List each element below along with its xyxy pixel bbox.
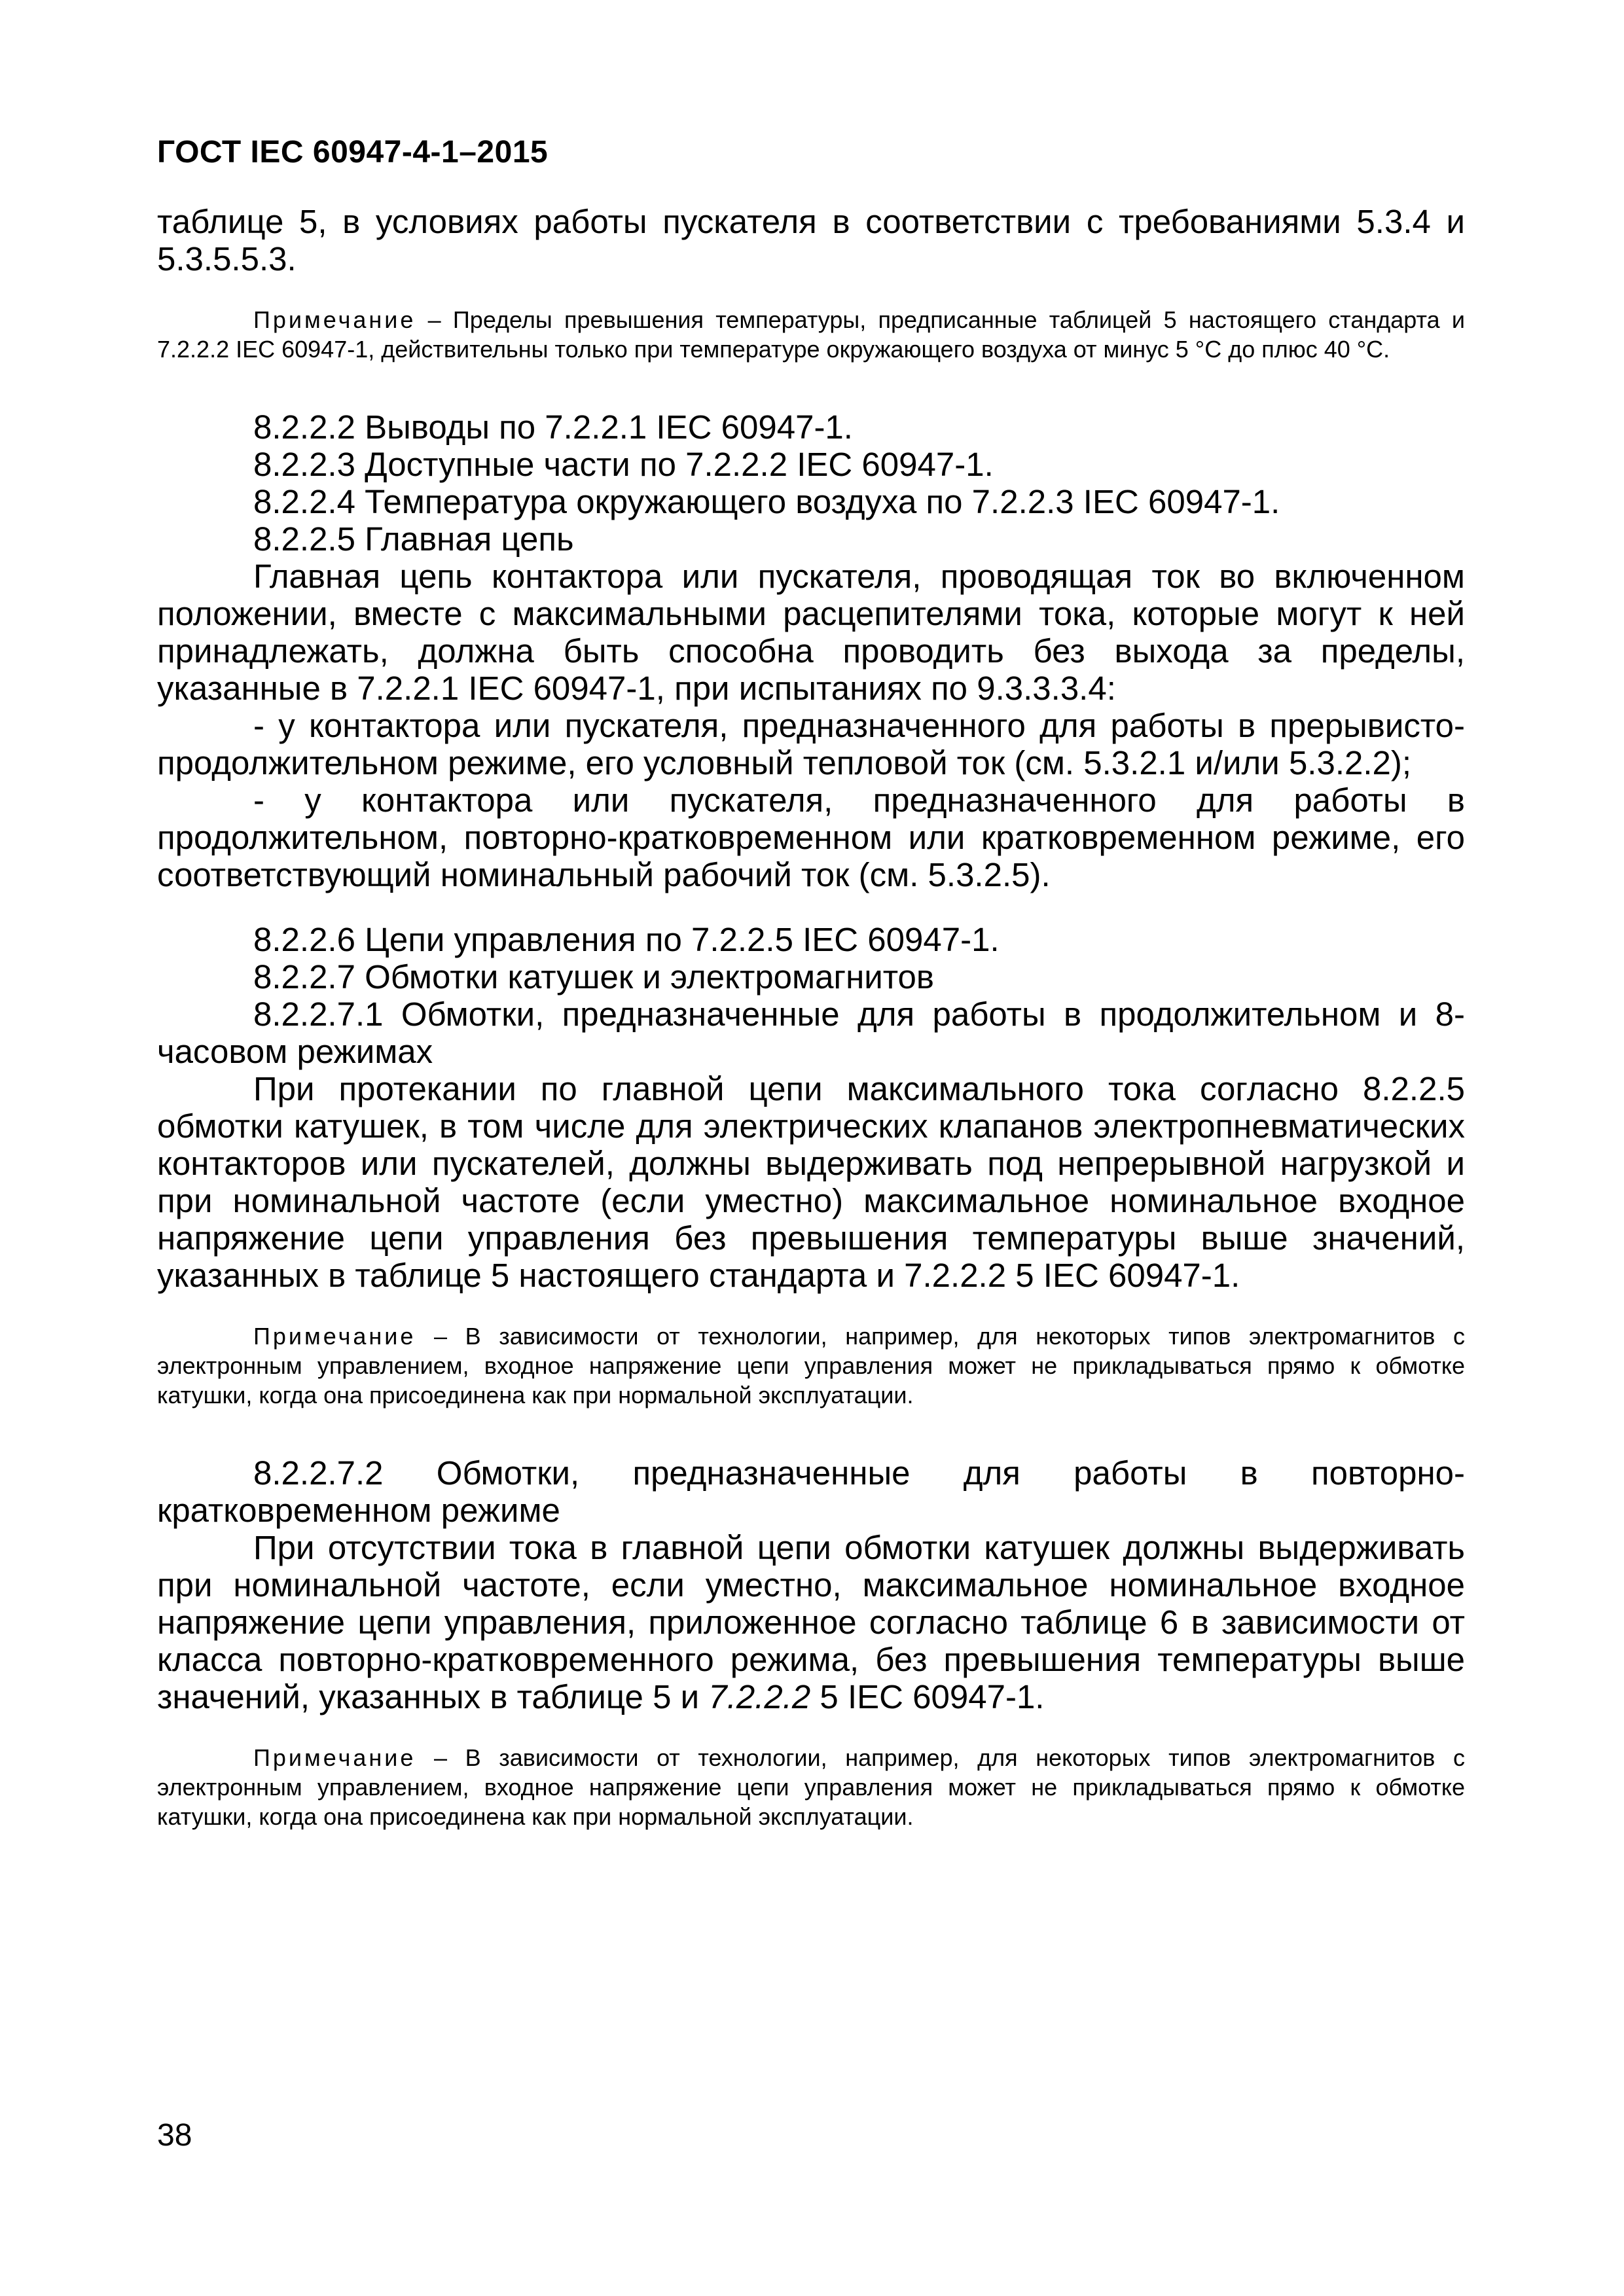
list-item-intermittent-duty: - у контактора или пускателя, предназначенного для работы в прерывисто-продолжительном режиме, его условный тепловой ток (см. 5.3.2.1 и/или 5.3.2.2); (157, 707, 1465, 781)
section-8-2-2-7-heading: 8.2.2.7 Обмотки катушек и электромагнитов (253, 958, 934, 996)
note-text: – В зависимости от технологии, например, для некоторых типов электромагнитов с электронным управлением, входное напряжение цепи управления может не прикладываться прямо к обмотке катушки, когда она присоединена как при нормальной эксплуатации. (157, 1744, 1465, 1830)
note-label: Примечание (253, 1323, 416, 1350)
paragraph-continued: таблице 5, в условиях работы пускателя в соответствии с требованиями 5.3.4 и 5.3.5.5.3. (157, 203, 1465, 278)
paragraph-coils-intermittent: При отсутствии тока в главной цепи обмотки катушек должны выдерживать при номинальной частоте, если уместно, максимальное номинальное входное напряжение цепи управления, приложенное согласно таблице 6 в зависимости от класса повторно-кратковременного режима, без превышения температуры выше значений, указанных в таблице 5 и 7.2.2.2 5 IEC 60947-1. (157, 1529, 1465, 1715)
note-text: – В зависимости от технологии, например, для некоторых типов электромагнитов с электронным управлением, входное напряжение цепи управления может не прикладываться прямо к обмотке катушки, когда она присоединена как при нормальной эксплуатации. (157, 1323, 1465, 1408)
section-8-2-2-7-2-heading: 8.2.2.7.2 Обмотки, предназначенные для работы в повторно-кратковременном режиме (157, 1454, 1465, 1529)
document-code-header: ГОСТ IEC 60947-4-1–2015 (157, 135, 549, 170)
list-item-continuous-duty: - у контактора или пускателя, предназначенного для работы в продолжительном, повторно-кратковременном или кратковременном режиме, его соответствующий номинальный рабочий ток (см. 5.3.2.5). (157, 781, 1465, 893)
section-8-2-2-2: 8.2.2.2 Выводы по 7.2.2.1 IEC 60947-1. (253, 408, 853, 446)
note-electronic-control-1 (157, 1321, 1465, 1410)
page-number: 38 (157, 2118, 192, 2153)
section-8-2-2-3: 8.2.2.3 Доступные части по 7.2.2.2 IEC 60947-1. (253, 446, 994, 483)
note-label: Примечание (253, 306, 416, 333)
section-8-2-2-7-1-heading: 8.2.2.7.1 Обмотки, предназначенные для работы в продолжительном и 8-часовом режимах (157, 996, 1465, 1070)
note-label: Примечание (253, 1744, 416, 1771)
section-8-2-2-6: 8.2.2.6 Цепи управления по 7.2.2.5 IEC 60947-1. (253, 921, 1000, 958)
note-temperature-limits (157, 305, 1465, 364)
section-8-2-2-4: 8.2.2.4 Температура окружающего воздуха по 7.2.2.3 IEC 60947-1. (253, 483, 1280, 520)
note-electronic-control-2 (157, 1743, 1465, 1831)
document-body (157, 203, 1465, 1831)
note-text: – Пределы превышения температуры, предписанные таблицей 5 настоящего стандарта и 7.2.2.2 IEC 60947-1, действительны только при температуре окружающего воздуха от минус 5 °С до плюс 40 °С. (157, 306, 1465, 363)
paragraph-coils-continuous: При протекании по главной цепи максимального тока согласно 8.2.2.5 обмотки катушек, в том числе для электрических клапанов электропневматических контакторов или пускателей, должны выдерживать под непрерывной нагрузкой и при номинальной частоте (если уместно) максимальное номинальное входное напряжение цепи управления без превышения температуры выше значений, указанных в таблице 5 настоящего стандарта и 7.2.2.2 5 IEC 60947-1. (157, 1070, 1465, 1294)
italic-reference: 7.2.2.2 (708, 1678, 811, 1715)
section-8-2-2-5-heading: 8.2.2.5 Главная цепь (253, 520, 574, 558)
paragraph-main-circuit: Главная цепь контактора или пускателя, проводящая ток во включенном положении, вместе с максимальными расцепителями тока, которые могут к ней принадлежать, должна быть способна проводить без выхода за пределы, указанные в 7.2.2.1 IEC 60947-1, при испытаниях по 9.3.3.3.4: (157, 558, 1465, 707)
